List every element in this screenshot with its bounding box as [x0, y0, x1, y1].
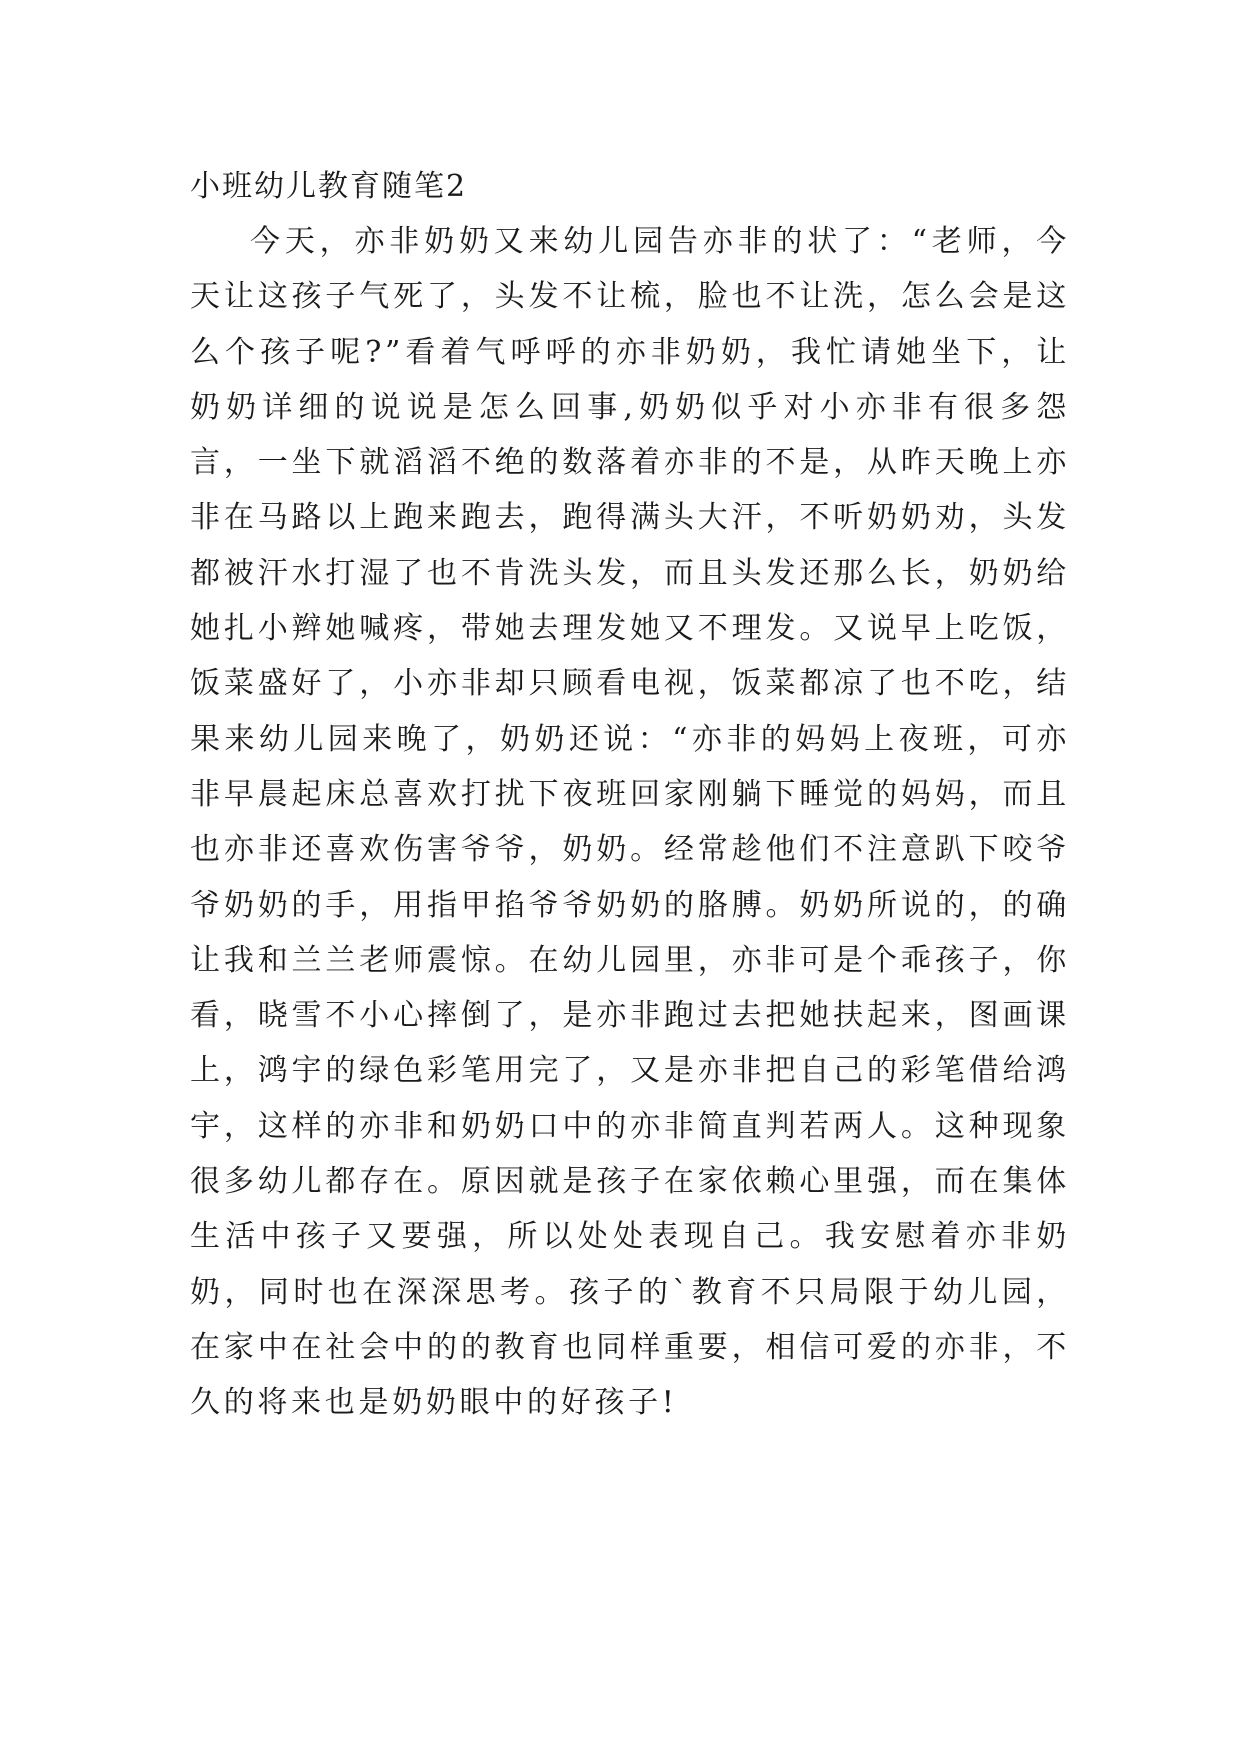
document-title: 小班幼儿教育随笔2 [190, 169, 468, 204]
body-paragraph: 今天，亦非奶奶又来幼儿园告亦非的状了：“老师，今天让这孩子气死了，头发不让梳，脸也不让洗，怎么会是这么个孩子呢?”看着气呼呼的亦非奶奶，我忙请她坐下，让奶奶详细的说说是怎么回事,奶奶似乎对小亦非有很多怨言，一坐下就滔滔不绝的数落着亦非的不是，从昨天晚上亦非在马路以上跑来跑去，跑得满头大汗，不听奶奶劝，头发都被汗水打湿了也不肯洗头发，而且头发还那么长，奶奶给她扎小辫她喊疼，带她去理发她又不理发。又说早上吃饭，饭菜盛好了，小亦非却只顾看电视，饭菜都凉了也不吃，结果来幼儿园来晚了，奶奶还说：“亦非的妈妈上夜班，可亦非早晨起床总喜欢打扰下夜班回家刚躺下睡觉的妈妈，而且也亦非还喜欢伤害爷爷，奶奶。经常趁他们不注意趴下咬爷爷奶奶的手，用指甲掐爷爷奶奶的胳膊。奶奶所说的，的确让我和兰兰老师震惊。在幼儿园里，亦非可是个乖孩子，你看，晓雪不小心摔倒了，是亦非跑过去把她扶起来，图画课上，鸿宇的绿色彩笔用完了，又是亦非把自己的彩笔借给鸿宇，这样的亦非和奶奶口中的亦非简直判若两人。这种现象很多幼儿都存在。原因就是孩子在家依赖心里强，而在集体生活中孩子又要强，所以处处表现自己。我安慰着亦非奶奶，同时也在深深思考。孩子的`教育不只局限于幼儿园，在家中在社会中的的教育也同样重要，相信可爱的亦非，不久的将来也是奶奶眼中的好孩子! [190, 224, 1070, 1421]
document-content [190, 165, 1070, 1431]
